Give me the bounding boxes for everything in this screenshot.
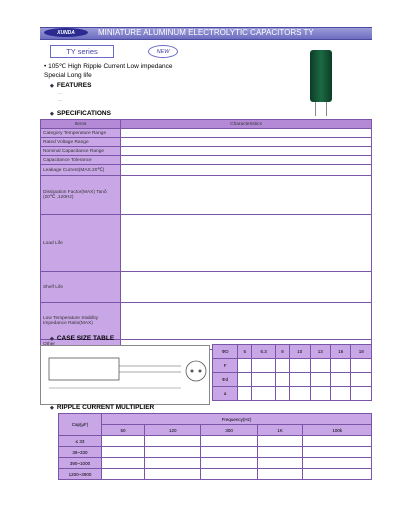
capacitor-outline-drawing — [41, 346, 209, 404]
diamond-icon: ◆ — [50, 335, 54, 342]
intro-line-1: • 105℃ High Ripple Current Low impedance — [44, 63, 173, 70]
table-row: Nominal Capacitance Range — [41, 147, 372, 156]
feature-item: ... — [58, 90, 63, 96]
features-heading: ◆ FEATURES — [50, 82, 92, 89]
ripple-heading: ◆ RIPPLE CURRENT MULTIPLIER — [50, 404, 155, 411]
table-row: a — [213, 387, 372, 401]
feature-item: ... — [58, 97, 63, 103]
table-row: ≤ 33 — [59, 436, 372, 447]
capacitor-lead — [326, 102, 327, 116]
table-row: Low Temperature Stability Impedance Ratio(MAX) — [41, 303, 372, 340]
new-badge: NEW — [148, 45, 178, 58]
capacitor-image — [310, 50, 332, 102]
capacitor-lead — [315, 102, 316, 116]
series-label: TY series — [50, 45, 114, 58]
table-row: Leakage Current(MAX.20℃) — [41, 165, 372, 176]
column-header-characteristics: Characteristics — [121, 120, 372, 129]
table-row: Load Life — [41, 215, 372, 272]
table-row: 1200~3900 — [59, 469, 372, 480]
table-row: Cap(μF) Frequency(Hz) — [59, 414, 372, 425]
table-row: Shelf Life — [41, 272, 372, 303]
table-row: 39~330 — [59, 447, 372, 458]
table-row: 50 120 300 1K 100k — [59, 425, 372, 436]
brand-logo: XUNDA — [44, 28, 88, 37]
column-header-items: Items — [41, 120, 121, 129]
ripple-current-table — [58, 413, 372, 480]
dimension-drawing — [40, 345, 210, 405]
case-size-table — [212, 344, 372, 401]
case-size-heading: ◆ CASE SIZE TABLE — [50, 335, 115, 342]
page-title: MINIATURE ALUMINUM ELECTROLYTIC CAPACITORS TY — [98, 28, 314, 37]
diamond-icon: ◆ — [50, 82, 54, 89]
table-row: Capacitance Tolerance — [41, 156, 372, 165]
table-row: 390~1000 — [59, 458, 372, 469]
diamond-icon: ◆ — [50, 110, 54, 117]
table-header-row — [41, 120, 372, 129]
specifications-table — [40, 119, 372, 350]
intro-line-2: Special Long life — [44, 72, 92, 79]
table-row: ΦD 5 6.3 8 10 13 16 18 — [213, 345, 372, 359]
table-row: F — [213, 359, 372, 373]
specifications-heading: ◆ SPECIFICATIONS — [50, 110, 111, 117]
diamond-icon: ◆ — [50, 404, 54, 411]
table-row: Category Temperature Range — [41, 129, 372, 138]
table-row: Rated Voltage Range — [41, 138, 372, 147]
table-row: Dissipation Factor(MAX) Tanδ (20℃ ,120Hz) — [41, 176, 372, 215]
table-row: Φd — [213, 373, 372, 387]
